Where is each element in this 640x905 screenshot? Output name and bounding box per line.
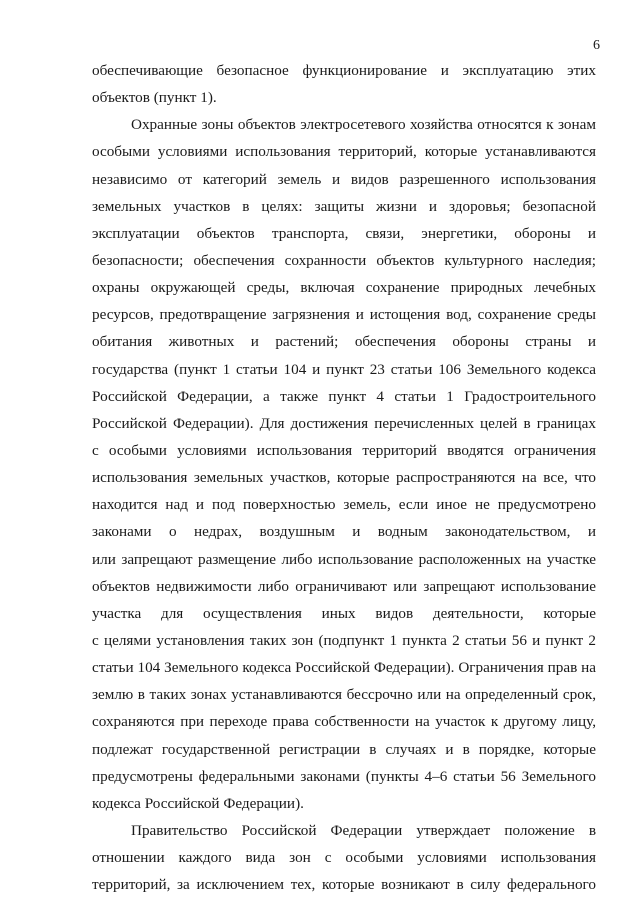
text-line: с целями установления таких зон (подпункт 1 пункта 2 статьи 56 и пункт 2 — [92, 631, 596, 649]
text-line: законами о недрах, воздушным и водным законодательством, и — [92, 523, 596, 541]
text-line: земельных участков в целях: защиты жизни и здоровья; безопасной — [92, 197, 596, 215]
document-body — [92, 57, 596, 898]
text-line: территорий, за исключением тех, которые возникают в силу федерального — [92, 876, 596, 894]
text-line: использования земельных участков, которые распространяются на все, что — [92, 469, 596, 487]
text-line: Российской Федерации, а также пункт 4 статьи 1 Градостроительного — [92, 387, 596, 405]
text-line: участка для осуществления иных видов деятельности, которые — [92, 604, 596, 622]
text-line: Правительство Российской Федерации утверждает положение в — [131, 821, 596, 839]
text-line: объектов (пункт 1). — [92, 89, 217, 107]
text-line: сохраняются при переходе права собственности на участок к другому лицу, — [92, 713, 596, 731]
text-line: землю в таких зонах устанавливаются бессрочно или на определенный срок, — [92, 686, 596, 704]
text-line: особыми условиями использования территорий, которые устанавливаются — [92, 143, 596, 161]
text-line: ресурсов, предотвращение загрязнения и истощения вод, сохранение среды — [92, 306, 596, 324]
text-line: статьи 104 Земельного кодекса Российской Федерации). Ограничения прав на — [92, 659, 596, 677]
text-line: Охранные зоны объектов электросетевого хозяйства относятся к зонам — [131, 116, 596, 134]
text-line: с особыми условиями использования территорий вводятся ограничения — [92, 441, 596, 459]
page-number: 6 — [593, 38, 600, 53]
text-line: государства (пункт 1 статьи 104 и пункт 23 статьи 106 Земельного кодекса — [92, 360, 596, 378]
text-line: объектов недвижимости либо ограничивают или запрещают использование — [92, 577, 596, 595]
text-line: охраны окружающей среды, включая сохранение природных лечебных — [92, 279, 596, 297]
text-line: Российской Федерации). Для достижения перечисленных целей в границах — [92, 414, 596, 432]
text-line: или запрещают размещение либо использование расположенных на участке — [92, 550, 596, 568]
text-line: эксплуатации объектов транспорта, связи, энергетики, обороны и — [92, 224, 596, 242]
text-line: находится над и под поверхностью земель, если иное не предусмотрено — [92, 496, 596, 514]
text-line: независимо от категорий земель и видов разрешенного использования — [92, 170, 596, 188]
text-line: предусмотрены федеральными законами (пункты 4–6 статьи 56 Земельного — [92, 767, 596, 785]
text-line: обеспечивающие безопасное функционирование и эксплуатацию этих — [92, 62, 596, 79]
text-line: кодекса Российской Федерации). — [92, 794, 304, 812]
text-line: подлежат государственной регистрации в случаях и в порядке, которые — [92, 740, 596, 758]
text-line: безопасности; обеспечения сохранности объектов культурного наследия; — [92, 251, 596, 269]
text-line: обитания животных и растений; обеспечения обороны страны и — [92, 333, 596, 351]
text-line: отношении каждого вида зон с особыми условиями использования — [92, 849, 596, 867]
